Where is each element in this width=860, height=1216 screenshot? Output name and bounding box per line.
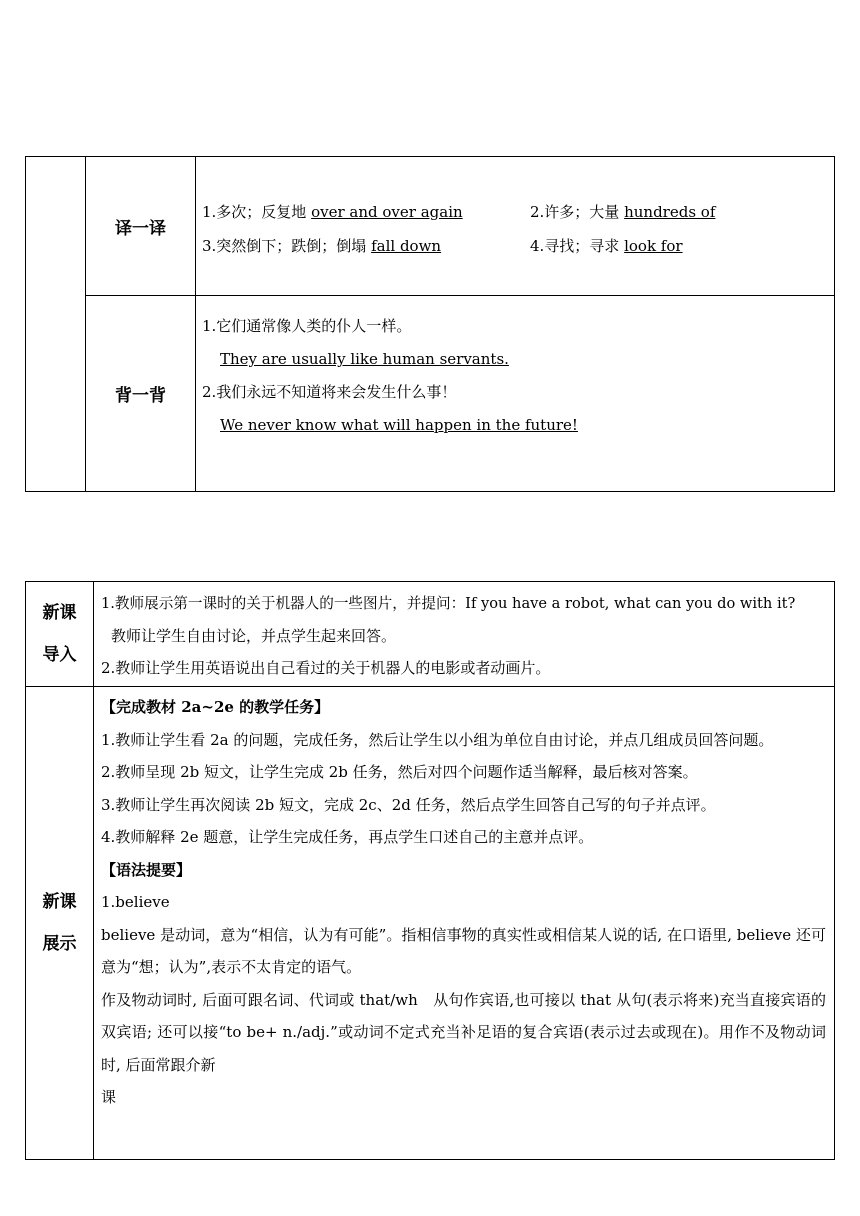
intro-line-1: 1.教师展示第一课时的关于机器人的一些图片，并提问：If you have a robot, what can you do with it? bbox=[101, 595, 796, 612]
recite-label: 背一背 bbox=[86, 296, 196, 492]
recite-en-1: They are usually like human servants. bbox=[220, 350, 509, 368]
task-2: 2.教师呈现 2b 短文，让学生完成 2b 任务，然后对四个问题作适当解释，最后核对答案。 bbox=[101, 763, 698, 781]
task-1: 1.教师让学生看 2a 的问题，完成任务，然后让学生以小组为单位自由讨论，并点几组成员回答问题。 bbox=[101, 730, 774, 749]
intro-content bbox=[94, 582, 835, 687]
translate-content bbox=[196, 157, 835, 296]
show-content bbox=[94, 687, 835, 1160]
translate-answer-3: fall down bbox=[371, 237, 442, 255]
translate-item-4: 4.寻找；寻求 look for bbox=[530, 237, 683, 255]
intro-line-3: 2.教师让学生用英语说出自己看过的关于机器人的电影或者动画片。 bbox=[101, 659, 551, 677]
grammar-paragraph-2: 作及物动词时, 后面可跟名词、代词或 that/wh 从句作宾语,也可接以 that 从句(表示将来)充当直接宾语的双宾语; 还可以接“to be+ n./adj.”或动词不定式充当补足语的复合宾语(表示过去或现在)。用作不及物动词时, 后面常跟介新 bbox=[101, 990, 826, 1074]
lesson-table bbox=[25, 581, 835, 1160]
translate-label: 译一译 bbox=[86, 157, 196, 296]
show-label: 新课 展示 bbox=[26, 687, 94, 1160]
task-heading: 【完成教材 2a~2e 的教学任务】 bbox=[101, 698, 330, 716]
vocab-table bbox=[25, 156, 835, 492]
translate-answer-4: look for bbox=[624, 237, 683, 255]
recite-content bbox=[196, 296, 835, 492]
translate-row-2 bbox=[196, 229, 834, 263]
intro-line-2: 教师让学生自由讨论，并点学生起来回答。 bbox=[111, 627, 397, 645]
translate-answer-1: over and over again bbox=[311, 203, 463, 221]
translate-item-2: 2.许多；大量 hundreds of bbox=[530, 203, 716, 221]
task-3: 3.教师让学生再次阅读 2b 短文，完成 2c、2d 任务，然后点学生回答自己写的句子并点评。 bbox=[101, 795, 716, 814]
translate-item-1: 1.多次；反复地 over and over again bbox=[202, 203, 463, 221]
recite-en-2: We never know what will happen in the future! bbox=[220, 416, 578, 434]
translate-row-1 bbox=[196, 195, 834, 229]
translate-answer-2: hundreds of bbox=[624, 203, 716, 221]
grammar-paragraph-1: believe 是动词，意为“相信，认为有可能”。指相信事物的真实性或相信某人说的话, 在口语里, believe 还可意为“想；认为”,表示不太肯定的语气。 bbox=[101, 925, 826, 976]
recite-cn-1: 1.它们通常像人类的仆人一样。 bbox=[202, 317, 412, 335]
intro-label: 新课 导入 bbox=[26, 582, 94, 687]
task-4: 4.教师解释 2e 题意，让学生完成任务，再点学生口述自己的主意并点评。 bbox=[101, 828, 594, 846]
grammar-paragraph-3: 课 bbox=[101, 1088, 117, 1106]
grammar-heading: 【语法提要】 bbox=[101, 860, 192, 879]
recite-cn-2: 2.我们永远不知道将来会发生什么事！ bbox=[202, 383, 457, 401]
translate-item-3: 3.突然倒下；跌倒；倒塌 fall down bbox=[202, 237, 442, 255]
empty-side-cell bbox=[26, 157, 86, 492]
grammar-title: 1.believe bbox=[101, 893, 170, 911]
